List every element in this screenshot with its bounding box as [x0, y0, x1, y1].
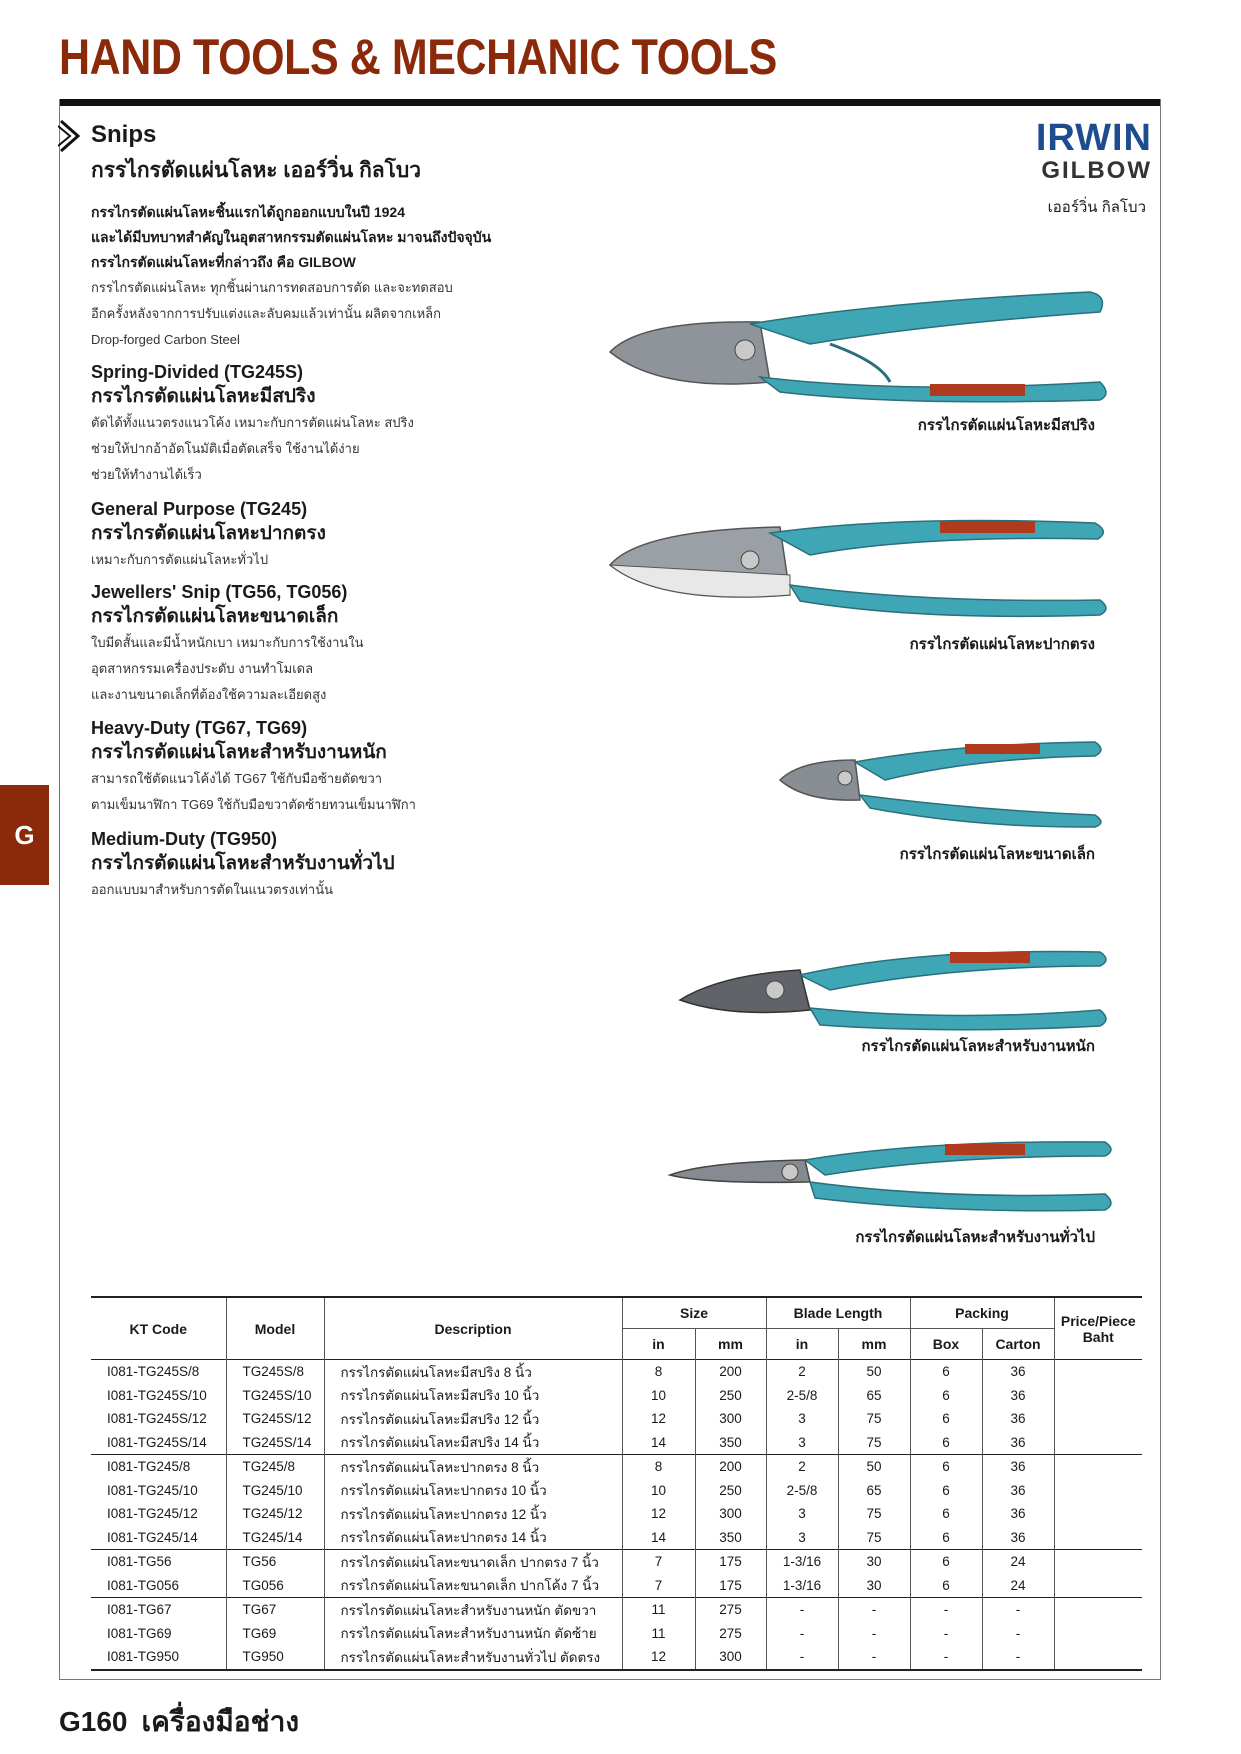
table-cell: 36	[982, 1407, 1054, 1431]
table-cell: I081-TG245S/14	[107, 1434, 207, 1450]
table-cell: -	[982, 1598, 1054, 1622]
table-cell: กรรไกรตัดแผ่นโลหะมีสปริง 10 นิ้ว	[324, 1384, 622, 1408]
table-row	[91, 1574, 1142, 1598]
table-cell: 300	[695, 1407, 766, 1431]
product-desc: ช่วยให้ทำงานได้เร็ว	[91, 467, 202, 482]
intro-line: Drop-forged Carbon Steel	[91, 332, 240, 347]
table-cell	[1054, 1431, 1142, 1455]
intro-line: อีกครั้งหลังจากการปรับแต่งและลับคมแล้วเท่านั้น ผลิตจากเหล็ก	[91, 306, 442, 321]
table-cell: 3	[766, 1502, 838, 1526]
image-caption: กรรไกรตัดแผ่นโลหะปากตรง	[909, 636, 1095, 653]
page-number: G160	[59, 1706, 128, 1737]
table-cell: 24	[982, 1550, 1054, 1574]
col-price	[1054, 1297, 1142, 1360]
product-spring-divided	[91, 360, 591, 488]
table-cell: 75	[838, 1526, 910, 1550]
section-subtitle: กรรไกรตัดแผ่นโลหะ เออร์วิ่น กิลโบว	[91, 159, 422, 182]
table-cell: 175	[695, 1574, 766, 1598]
table-cell: 11	[622, 1598, 695, 1622]
table-cell: 30	[838, 1574, 910, 1598]
table-cell: 3	[766, 1407, 838, 1431]
brand-thai: เออร์วิ่น กิลโบว	[1047, 199, 1146, 216]
spring-snip-image	[600, 282, 1120, 412]
table-cell: I081-TG245/10	[107, 1482, 198, 1498]
table-cell: TG245/8	[226, 1455, 324, 1479]
table-cell: I081-TG056	[107, 1577, 180, 1593]
table-cell: กรรไกรตัดแผ่นโลหะปากตรง 8 นิ้ว	[324, 1455, 622, 1479]
table-cell: 6	[910, 1550, 982, 1574]
col-description: Description	[324, 1297, 622, 1360]
table-cell: TG950	[226, 1645, 324, 1670]
table-cell: 75	[838, 1431, 910, 1455]
col-blade-length: Blade Length	[766, 1297, 910, 1329]
table-cell	[1054, 1574, 1142, 1598]
table-cell: TG245/14	[226, 1526, 324, 1550]
table-cell: กรรไกรตัดแผ่นโลหะขนาดเล็ก ปากตรง 7 นิ้ว	[324, 1550, 622, 1574]
table-cell: 275	[695, 1622, 766, 1646]
table-cell: 200	[695, 1360, 766, 1384]
table-cell: 36	[982, 1479, 1054, 1503]
table-cell: 12	[622, 1407, 695, 1431]
table-cell: 300	[695, 1502, 766, 1526]
table-cell: 12	[622, 1645, 695, 1670]
footer-label: เครื่องมือช่าง	[141, 1706, 299, 1737]
spec-table	[91, 1296, 1142, 1671]
table-cell: กรรไกรตัดแผ่นโลหะปากตรง 14 นิ้ว	[324, 1526, 622, 1550]
table-cell	[1054, 1455, 1142, 1479]
intro-bold-line: และได้มีบทบาทสำคัญในอุตสาหกรรมตัดแผ่นโลหะ มาจนถึงปัจจุบัน	[91, 229, 492, 245]
table-cell: กรรไกรตัดแผ่นโลหะปากตรง 10 นิ้ว	[324, 1479, 622, 1503]
col-packing: Packing	[910, 1297, 1054, 1329]
table-cell: กรรไกรตัดแผ่นโลหะสำหรับงานทั่วไป ตัดตรง	[324, 1645, 622, 1670]
table-cell: 7	[622, 1550, 695, 1574]
table-cell: 200	[695, 1455, 766, 1479]
product-thai-name: กรรไกรตัดแผ่นโลหะสำหรับงานหนัก	[91, 742, 387, 763]
table-cell: 2-5/8	[766, 1384, 838, 1408]
table-cell: 6	[910, 1360, 982, 1384]
product-desc: ออกแบบมาสำหรับการตัดในแนวตรงเท่านั้น	[91, 882, 333, 897]
product-desc: ตามเข็มนาฬิกา TG69 ใช้กับมือขวาตัดซ้ายทวนเข็มนาฬิกา	[91, 797, 416, 812]
table-cell: -	[910, 1645, 982, 1670]
table-cell	[1054, 1502, 1142, 1526]
product-thai-name: กรรไกรตัดแผ่นโลหะสำหรับงานทั่วไป	[91, 853, 395, 874]
table-row	[91, 1645, 1142, 1670]
table-row	[91, 1502, 1142, 1526]
intro-bold-line: กรรไกรตัดแผ่นโลหะที่กล่าวถึง คือ GILBOW	[91, 254, 356, 270]
table-cell	[1054, 1360, 1142, 1384]
table-cell	[1054, 1526, 1142, 1550]
col-box: Box	[910, 1329, 982, 1360]
table-cell: -	[766, 1622, 838, 1646]
brand-name: IRWIN	[1035, 117, 1152, 159]
product-thai-name: กรรไกรตัดแผ่นโลหะมีสปริง	[91, 386, 316, 407]
table-row	[91, 1526, 1142, 1550]
table-cell: I081-TG67	[91, 1598, 226, 1622]
table-cell: 1-3/16	[766, 1550, 838, 1574]
product-thai-name: กรรไกรตัดแผ่นโลหะปากตรง	[91, 523, 326, 544]
table-cell: TG245S/12	[226, 1407, 324, 1431]
table-cell: 2-5/8	[766, 1479, 838, 1503]
table-cell: 30	[838, 1550, 910, 1574]
table-cell: -	[838, 1598, 910, 1622]
table-cell: TG245S/8	[226, 1360, 324, 1384]
product-general-purpose	[91, 497, 591, 573]
table-cell: 75	[838, 1502, 910, 1526]
table-cell	[1054, 1407, 1142, 1431]
table-cell: 36	[982, 1431, 1054, 1455]
table-cell: 2	[766, 1360, 838, 1384]
table-cell: TG245/12	[226, 1502, 324, 1526]
table-cell: 3	[766, 1526, 838, 1550]
table-cell: 3	[766, 1431, 838, 1455]
table-cell: 175	[695, 1550, 766, 1574]
product-thai-name: กรรไกรตัดแผ่นโลหะขนาดเล็ก	[91, 606, 339, 627]
table-row	[91, 1479, 1142, 1503]
table-row	[91, 1407, 1142, 1431]
table-cell: I081-TG69	[107, 1625, 172, 1641]
table-cell: กรรไกรตัดแผ่นโลหะสำหรับงานหนัก ตัดขวา	[324, 1598, 622, 1622]
brand-logo	[1012, 118, 1152, 184]
table-cell: กรรไกรตัดแผ่นโลหะมีสปริง 14 นิ้ว	[324, 1431, 622, 1455]
table-cell: 36	[982, 1360, 1054, 1384]
table-cell: TG67	[226, 1598, 324, 1622]
straight-snip-image	[600, 505, 1120, 625]
table-row	[91, 1598, 1142, 1622]
table-cell: I081-TG245S/12	[107, 1411, 207, 1427]
intro-line: กรรไกรตัดแผ่นโลหะ ทุกชิ้นผ่านการทดสอบการตัด และจะทดสอบ	[91, 280, 453, 295]
col-size-in: in	[622, 1329, 695, 1360]
table-cell: I081-TG950	[91, 1645, 226, 1670]
table-cell: TG56	[226, 1550, 324, 1574]
medium-duty-snip-image	[665, 1120, 1120, 1220]
table-cell: I081-TG56	[91, 1550, 226, 1574]
table-row	[91, 1384, 1142, 1408]
table-cell: 24	[982, 1574, 1054, 1598]
table-cell: 12	[622, 1502, 695, 1526]
intro-text	[91, 200, 591, 353]
product-desc: เหมาะกับการตัดแผ่นโลหะทั่วไป	[91, 552, 269, 567]
table-row	[91, 1431, 1142, 1455]
image-caption: กรรไกรตัดแผ่นโลหะขนาดเล็ก	[899, 846, 1095, 863]
section-tab[interactable]: G	[0, 785, 49, 885]
col-model: Model	[226, 1297, 324, 1360]
table-cell: 65	[838, 1384, 910, 1408]
col-size: Size	[622, 1297, 766, 1329]
table-cell: -	[766, 1645, 838, 1670]
table-cell	[1054, 1384, 1142, 1408]
table-cell: 7	[622, 1574, 695, 1598]
image-caption: กรรไกรตัดแผ่นโลหะมีสปริง	[917, 417, 1095, 434]
table-cell: 75	[838, 1407, 910, 1431]
heavy-duty-snip-image	[670, 930, 1120, 1040]
table-cell: 275	[695, 1598, 766, 1622]
table-cell: 350	[695, 1431, 766, 1455]
table-cell: กรรไกรตัดแผ่นโลหะมีสปริง 8 นิ้ว	[324, 1360, 622, 1384]
table-cell: กรรไกรตัดแผ่นโลหะขนาดเล็ก ปากโค้ง 7 นิ้ว	[324, 1574, 622, 1598]
product-name: Medium-Duty (TG950)	[91, 829, 278, 849]
table-cell: I081-TG245S/10	[107, 1387, 207, 1403]
table-cell: 6	[910, 1384, 982, 1408]
table-cell: 36	[982, 1384, 1054, 1408]
table-cell: 6	[910, 1502, 982, 1526]
table-cell	[1054, 1550, 1142, 1574]
product-desc: ช่วยให้ปากอ้าอัตโนมัติเมื่อตัดเสร็จ ใช้งานได้ง่าย	[91, 441, 360, 456]
table-row	[91, 1360, 1142, 1384]
table-cell: 250	[695, 1479, 766, 1503]
table-cell: 14	[622, 1431, 695, 1455]
table-cell: 6	[910, 1407, 982, 1431]
table-cell: I081-TG245/8	[91, 1455, 226, 1479]
table-cell: 6	[910, 1479, 982, 1503]
table-cell: 6	[910, 1574, 982, 1598]
table-cell: TG69	[226, 1622, 324, 1646]
table-cell: 250	[695, 1384, 766, 1408]
table-cell: -	[838, 1622, 910, 1646]
product-name: General Purpose (TG245)	[91, 499, 308, 519]
table-cell: 350	[695, 1526, 766, 1550]
table-cell: 8	[622, 1455, 695, 1479]
intro-bold-line: กรรไกรตัดแผ่นโลหะชิ้นแรกได้ถูกออกแบบในปี 1924	[91, 204, 405, 220]
table-cell: 50	[838, 1455, 910, 1479]
col-carton: Carton	[982, 1329, 1054, 1360]
table-cell	[1054, 1598, 1142, 1622]
table-cell: 6	[910, 1431, 982, 1455]
jewellers-snip-image	[775, 730, 1115, 830]
table-cell: 8	[622, 1360, 695, 1384]
product-desc: ตัดได้ทั้งแนวตรงแนวโค้ง เหมาะกับการตัดแผ่นโลหะ สปริง	[91, 415, 414, 430]
table-row	[91, 1550, 1142, 1574]
table-row	[91, 1455, 1142, 1479]
col-price-label: Price/Piece	[1060, 1312, 1136, 1329]
table-cell: 11	[622, 1622, 695, 1646]
col-kt-code: KT Code	[91, 1297, 226, 1360]
table-cell: -	[838, 1645, 910, 1670]
table-cell: 10	[622, 1479, 695, 1503]
table-cell: 36	[982, 1455, 1054, 1479]
table-cell: -	[766, 1598, 838, 1622]
product-name: Spring-Divided (TG245S)	[91, 362, 304, 382]
page-title: HAND TOOLS & MECHANIC TOOLS	[59, 29, 777, 85]
product-medium-duty	[91, 827, 591, 903]
table-cell: I081-TG245/14	[107, 1529, 198, 1545]
chevron-right-icon	[58, 118, 84, 154]
table-cell: 10	[622, 1384, 695, 1408]
table-cell: กรรไกรตัดแผ่นโลหะมีสปริง 12 นิ้ว	[324, 1407, 622, 1431]
product-jewellers-snip	[91, 580, 591, 708]
table-cell: กรรไกรตัดแผ่นโลหะปากตรง 12 นิ้ว	[324, 1502, 622, 1526]
table-cell: 36	[982, 1502, 1054, 1526]
table-cell: 6	[910, 1455, 982, 1479]
table-cell: 6	[910, 1526, 982, 1550]
col-size-mm: mm	[695, 1329, 766, 1360]
table-cell: I081-TG245/12	[107, 1506, 198, 1522]
table-cell: 36	[982, 1526, 1054, 1550]
table-cell	[1054, 1622, 1142, 1646]
product-desc: ใบมีดสั้นและมีน้ำหนักเบา เหมาะกับการใช้งานใน	[91, 635, 364, 650]
product-name: Heavy-Duty (TG67, TG69)	[91, 718, 308, 738]
table-cell: 50	[838, 1360, 910, 1384]
image-caption: กรรไกรตัดแผ่นโลหะสำหรับงานหนัก	[861, 1038, 1095, 1055]
table-cell: TG245S/10	[226, 1384, 324, 1408]
table-cell	[1054, 1479, 1142, 1503]
table-cell	[1054, 1645, 1142, 1670]
table-cell: -	[982, 1622, 1054, 1646]
col-blade-mm: mm	[838, 1329, 910, 1360]
table-cell: 2	[766, 1455, 838, 1479]
section-title: Snips	[91, 121, 157, 148]
table-cell: -	[982, 1645, 1054, 1670]
table-cell: -	[910, 1622, 982, 1646]
table-cell: 1-3/16	[766, 1574, 838, 1598]
page-footer	[59, 1700, 299, 1744]
brand-sub: GILBOW	[1041, 157, 1152, 184]
product-heavy-duty	[91, 716, 591, 818]
table-cell: กรรไกรตัดแผ่นโลหะสำหรับงานหนัก ตัดซ้าย	[324, 1622, 622, 1646]
table-cell: TG245/10	[226, 1479, 324, 1503]
table-cell: 300	[695, 1645, 766, 1670]
product-desc: สามารถใช้ตัดแนวโค้งได้ TG67 ใช้กับมือซ้ายตัดขวา	[91, 771, 383, 786]
product-name: Jewellers' Snip (TG56, TG056)	[91, 582, 348, 602]
product-desc: อุตสาหกรรมเครื่องประดับ งานทำโมเดล	[91, 661, 314, 676]
table-cell: -	[910, 1598, 982, 1622]
table-row	[91, 1622, 1142, 1646]
product-desc: และงานขนาดเล็กที่ต้องใช้ความละเอียดสูง	[91, 687, 327, 702]
image-caption: กรรไกรตัดแผ่นโลหะสำหรับงานทั่วไป	[855, 1229, 1095, 1246]
table-cell: 14	[622, 1526, 695, 1550]
table-cell: TG245S/14	[226, 1431, 324, 1455]
col-price-unit: Baht	[1082, 1328, 1114, 1345]
table-cell: I081-TG245S/8	[91, 1360, 226, 1384]
table-cell: TG056	[226, 1574, 324, 1598]
table-cell: 65	[838, 1479, 910, 1503]
col-blade-in: in	[766, 1329, 838, 1360]
